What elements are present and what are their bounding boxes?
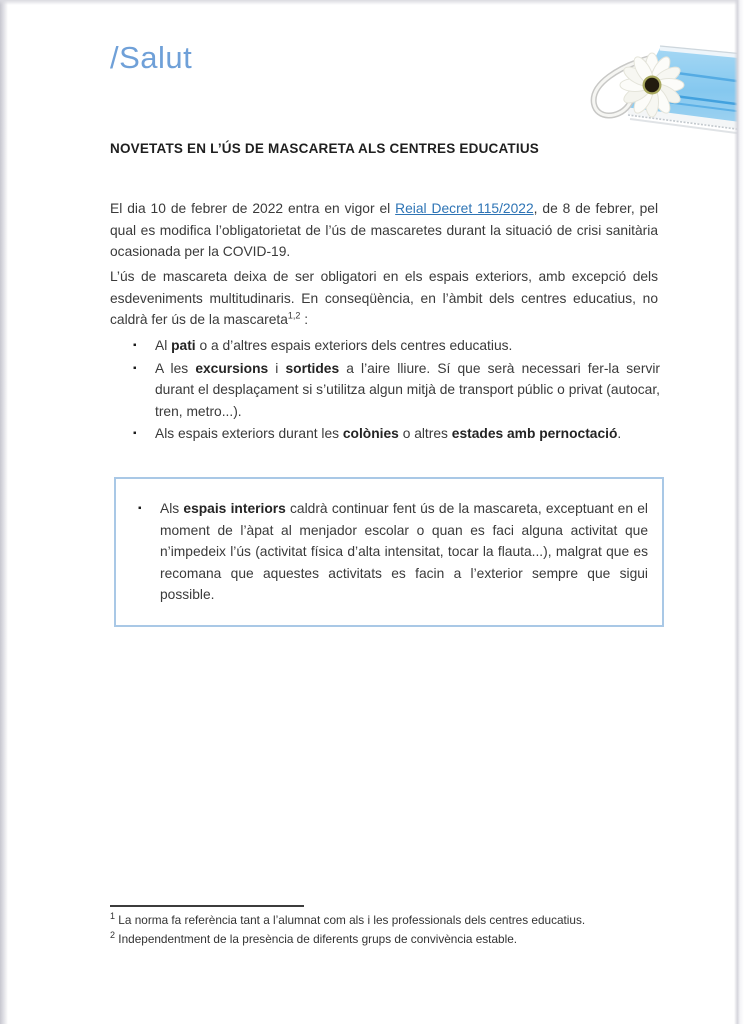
text-run: A les [155, 360, 196, 376]
text-run: colònies [342, 426, 399, 441]
list-item-text [160, 501, 648, 602]
exemption-list [110, 335, 660, 446]
footnote-reference: 1,2 [287, 310, 301, 321]
highlight-box [114, 477, 664, 627]
text-run: a l’aire lliure. Sí que serà necessari fer-la servir durant el desplaçament si s’utilitza algun mitjà de transport públic o privat (autocar, tren, metro...). [155, 360, 661, 419]
reial-decret-link[interactable]: Reial Decret 115/2022 [395, 201, 534, 216]
bullet-icon: ▪ [138, 503, 142, 514]
page-edge-top [0, 0, 744, 5]
footnote-2 [110, 930, 675, 949]
text-run: excursions [195, 360, 269, 376]
text-run: Independentment de la presència de diferents grups de convivència estable. [115, 931, 518, 946]
list-item-text [155, 426, 621, 441]
text-run: Als espais exteriors durant les [155, 426, 343, 441]
salut-logo: /Salut [110, 40, 193, 75]
bullet-icon: ▪ [133, 362, 137, 374]
list-item-text [155, 361, 660, 419]
text-run: o a d’altres espais exteriors dels centres educatius. [195, 338, 513, 353]
text-run: La norma fa referència tant a l’alumnat com als i les professionals dels centres educatius. [115, 913, 586, 927]
text-run: El dia 10 de febrer de 2022 entra en vigor el [110, 201, 396, 216]
text-run: : [300, 312, 309, 327]
text-run: o altres [398, 426, 452, 441]
footnote-reference: 1 [110, 911, 116, 922]
text-run: espais interiors [183, 501, 286, 516]
bullet-icon: ▪ [133, 428, 137, 439]
text-run: L’ús de mascareta deixa de ser obligatori en els espais exteriors, amb excepció dels esdeveniments multitudinaris. En conseqüència, en l’àmbit dels centres educatius, no caldrà fer ús de la mascareta [110, 269, 658, 327]
text-run: sortides [285, 360, 340, 376]
text-run: estades amb pernoctació [451, 426, 618, 441]
text-run: i [268, 360, 286, 376]
list-item-colonies [110, 423, 660, 445]
list-item-interiors [116, 498, 648, 606]
text-run: . [617, 426, 622, 441]
face-mask-image [582, 26, 744, 144]
bullet-icon: ▪ [133, 340, 137, 351]
paragraph-outdoor-rule [110, 266, 658, 331]
text-run: caldrà continuar fent ús de la mascareta, exceptuant en el moment de l’àpat al menjador escolar o quan es faci alguna activitat que n’impedeix l’ús (activitat física d’alta intensitat, tocar la flauta...), malgrat que es recomana que aquestes activitats es facin a l’exterior sempre que sigui possible. [160, 501, 648, 602]
page-edge-right [734, 0, 744, 1024]
text-run: Al [155, 338, 172, 353]
text-run: , de 8 de febrer, pel qual es modifica l’obligatorietat de l’ús de mascaretes durant la situació de crisi sanitària ocasionada per la COVID-19. [110, 201, 659, 259]
face-mask-photo [582, 26, 744, 144]
text-run: Als [160, 501, 184, 516]
footnote-1 [110, 911, 675, 930]
list-item-excursions [110, 358, 660, 423]
page-edge-left [0, 0, 8, 1024]
document-title: NOVETATS EN L’ÚS DE MASCARETA ALS CENTRES EDUCATIUS [110, 141, 539, 156]
footnote-reference: 2 [110, 929, 116, 940]
footnote-separator [110, 905, 304, 907]
text-run: pati [171, 338, 196, 353]
list-item-text [155, 338, 512, 353]
footnotes [110, 911, 675, 948]
paragraph-intro [110, 198, 658, 263]
list-item-pati [110, 335, 660, 357]
